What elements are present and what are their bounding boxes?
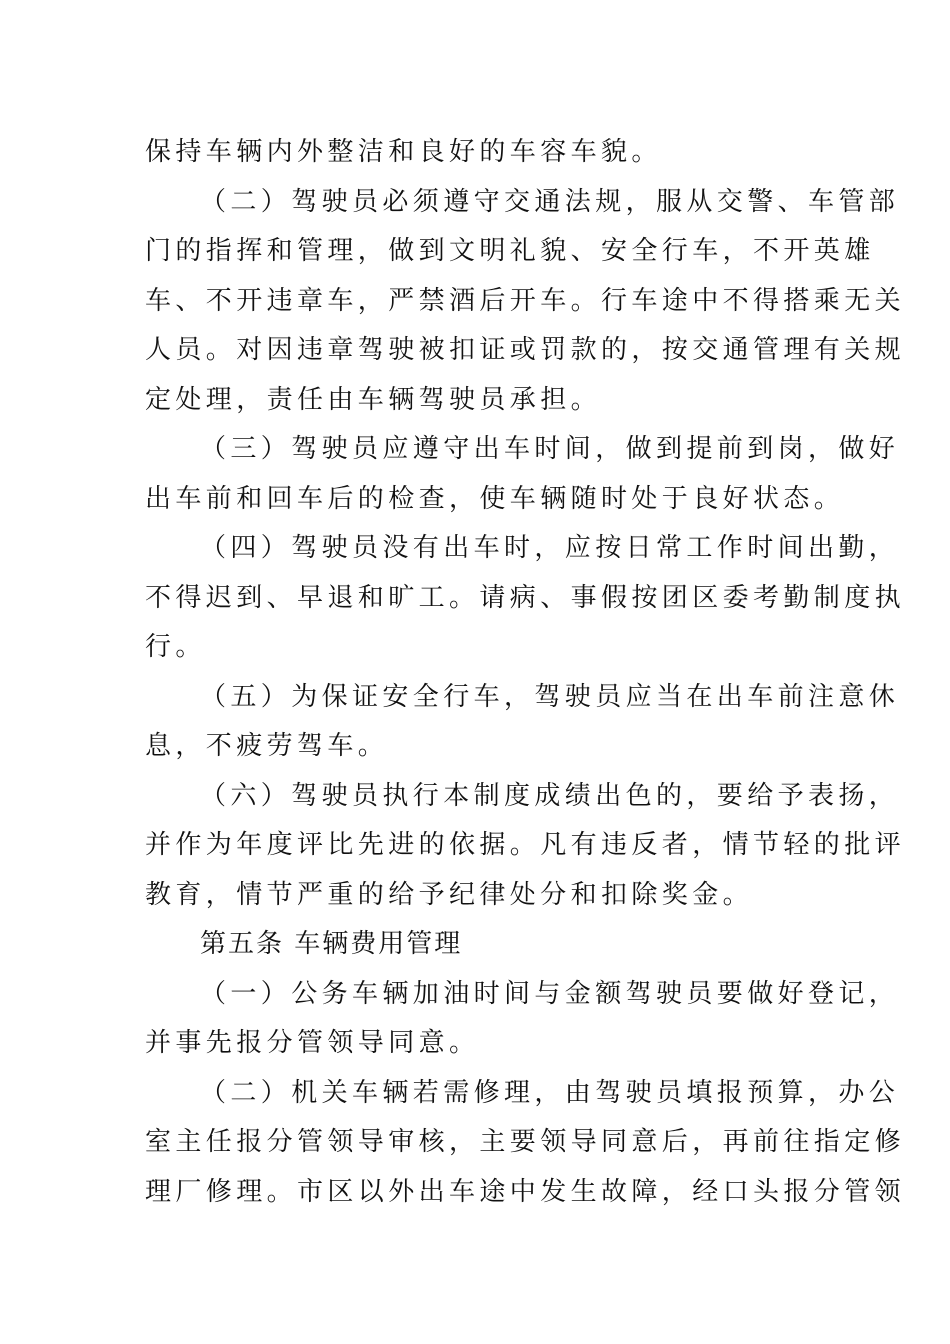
text-line: 行。 [145, 632, 206, 662]
text-line: （三）驾驶员应遵守出车时间，做到提前到岗，做好 [200, 434, 900, 464]
text-line: 并事先报分管领导同意。 [145, 1028, 480, 1058]
text-line: 室主任报分管领导审核，主要领导同意后，再前往指定修 [145, 1127, 906, 1157]
text-line: （五）为保证安全行车，驾驶员应当在出车前注意休 [200, 681, 900, 712]
text-line: 人员。对因违章驾驶被扣证或罚款的，按交通管理有关规 [145, 335, 906, 365]
text-line: 出车前和回车后的检查，使车辆随时处于良好状态。 [145, 483, 845, 514]
text-line: （二）机关车辆若需修理，由驾驶员填报预算，办公 [200, 1077, 900, 1108]
text-line: 理厂修理。市区以外出车途中发生故障，经口头报分管领 [145, 1176, 906, 1207]
text-line: 保持车辆内外整洁和良好的车容车貌。 [145, 137, 662, 167]
text-line: （二）驾驶员必须遵守交通法规，服从交警、车管部 [200, 186, 900, 217]
section-heading: 第五条 车辆费用管理 [200, 929, 463, 959]
text-line: 车、不开违章车，严禁酒后开车。行车途中不得搭乘无关 [145, 285, 906, 316]
text-line: （四）驾驶员没有出车时，应按日常工作时间出勤， [200, 533, 900, 563]
text-line: 不得迟到、早退和旷工。请病、事假按团区委考勤制度执 [145, 582, 906, 613]
text-line: （一）公务车辆加油时间与金额驾驶员要做好登记， [200, 978, 900, 1009]
text-line: （六）驾驶员执行本制度成绩出色的，要给予表扬， [200, 780, 900, 811]
text-line: 息，不疲劳驾车。 [145, 731, 389, 761]
text-line: 教育，情节严重的给予纪律处分和扣除奖金。 [145, 879, 754, 910]
document-body [145, 128, 906, 1217]
text-line: 定处理，责任由车辆驾驶员承担。 [145, 384, 602, 415]
text-line: 并作为年度评比先进的依据。凡有违反者，情节轻的批评 [145, 830, 906, 860]
text-line: 门的指挥和管理，做到文明礼貌、安全行车，不开英雄 [145, 236, 875, 266]
